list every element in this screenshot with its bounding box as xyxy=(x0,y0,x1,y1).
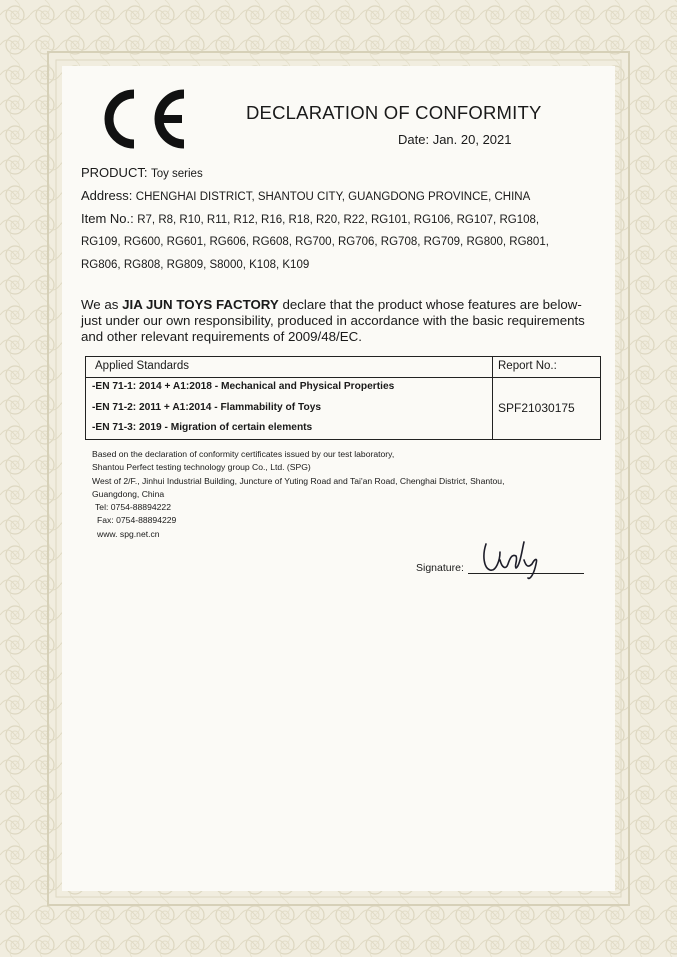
address-label: Address: xyxy=(81,188,133,203)
signature-label: Signature: xyxy=(416,562,464,574)
product-value: Toy series xyxy=(150,168,203,180)
declaration-paragraph xyxy=(81,297,601,345)
product-label: PRODUCT: xyxy=(81,165,148,180)
report-no-header: Report No.: xyxy=(498,360,557,372)
items-line-2 xyxy=(81,234,549,248)
table-column-divider xyxy=(492,357,493,439)
company-name: JIA JUN TOYS FACTORY xyxy=(122,297,279,312)
standard-row: -EN 71-2: 2011 + A1:2014 - Flammability of Toys xyxy=(92,402,322,413)
address-line xyxy=(81,188,530,203)
lab-address-cont: Guangdong, China xyxy=(92,488,165,499)
applied-standards-header: Applied Standards xyxy=(95,360,189,372)
table-header-divider xyxy=(86,377,600,378)
date-value: Jan. 20, 2021 xyxy=(432,132,512,147)
declaration-post: declare that the product whose features are below-just under our own responsibility, produced in accordance with the basic requirements and other relevant requirements of 2009/48/EC. xyxy=(81,297,585,344)
items-value-2: RG109, RG600, RG601, RG606, RG608, RG700, RG706, RG708, RG709, RG800, RG801, xyxy=(81,236,549,248)
address-value: CHENGHAI DISTRICT, SHANTOU CITY, GUANGDONG PROVINCE, CHINA xyxy=(135,191,531,203)
lab-name: Shantou Perfect testing technology group Co., Ltd. (SPG) xyxy=(92,462,311,473)
items-label: Item No.: xyxy=(81,211,134,226)
date-line xyxy=(398,132,512,147)
standard-row: -EN 71-3: 2019 - Migration of certain elements xyxy=(92,422,313,433)
lab-address: West of 2/F., Jinhui Industrial Building, Juncture of Yuting Road and Tai'an Road, Chenghai District, Shantou, xyxy=(92,475,505,486)
handwritten-signature xyxy=(478,530,550,582)
items-value-3: RG806, RG808, RG809, S8000, K108, K109 xyxy=(81,259,310,271)
document-title: DECLARATION OF CONFORMITY xyxy=(246,102,542,123)
lab-website: www. spg.net.cn xyxy=(97,528,160,539)
items-line-3 xyxy=(81,257,309,271)
standard-row: -EN 71-1: 2014 + A1:2018 - Mechanical and Physical Properties xyxy=(92,381,395,392)
declaration-pre: We as xyxy=(81,297,123,312)
lab-info-line: Based on the declaration of conformity certificates issued by our test laboratory, xyxy=(92,449,395,459)
report-number: SPF21030175 xyxy=(498,401,575,415)
product-line xyxy=(81,165,203,180)
items-value-1: R7, R8, R10, R11, R12, R16, R18, R20, R22, RG101, RG106, RG107, RG108, xyxy=(137,214,540,226)
items-line-1 xyxy=(81,211,539,226)
laboratory-info xyxy=(92,448,504,541)
ce-mark-logo xyxy=(100,86,190,152)
standards-table xyxy=(85,356,601,440)
lab-tel: Tel: 0754-88894222 xyxy=(95,502,171,513)
date-label: Date: xyxy=(398,132,430,147)
lab-fax: Fax: 0754-88894229 xyxy=(97,515,177,526)
